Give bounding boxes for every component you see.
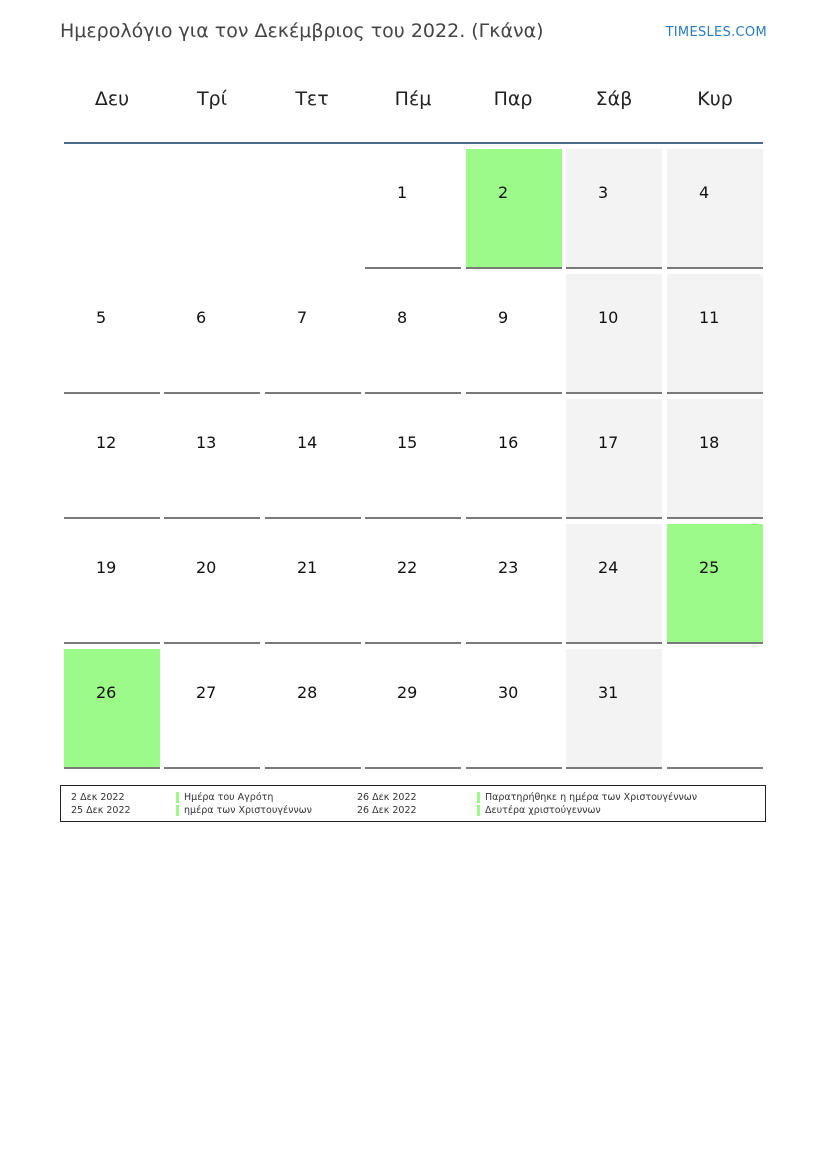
- empty-cell-wed: [265, 149, 361, 269]
- day-number: 12: [96, 433, 117, 452]
- day-cell-10[interactable]: [566, 274, 662, 394]
- day-number: 11: [699, 308, 720, 327]
- page-title: Ημερολόγιο για τον Δεκέμβριος του 2022. (Γκάνα): [60, 20, 544, 42]
- weekday-fri: Παρ: [493, 88, 533, 110]
- day-number: 8: [397, 308, 408, 327]
- legend-color-swatch: [477, 805, 480, 816]
- legend-date: 2 Δεκ 2022: [71, 792, 125, 803]
- day-cell-17[interactable]: [566, 399, 662, 519]
- day-number: 2: [498, 183, 509, 202]
- day-cell-29[interactable]: [365, 649, 461, 769]
- header-divider: [64, 142, 763, 144]
- empty-cell-sun: [667, 649, 763, 769]
- legend-date: 26 Δεκ 2022: [357, 792, 417, 803]
- day-number: 23: [498, 558, 519, 577]
- legend-holiday-name: ημέρα των Χριστουγέννων: [184, 805, 312, 816]
- day-cell-1[interactable]: [365, 149, 461, 269]
- day-cell-2[interactable]: [466, 149, 562, 269]
- day-cell-25[interactable]: [667, 524, 763, 644]
- day-cell-14[interactable]: [265, 399, 361, 519]
- day-number: 22: [397, 558, 418, 577]
- weekday-wed: Τετ: [295, 88, 329, 110]
- day-number: 13: [196, 433, 217, 452]
- day-cell-3[interactable]: [566, 149, 662, 269]
- day-cell-26[interactable]: [64, 649, 160, 769]
- day-cell-31[interactable]: [566, 649, 662, 769]
- day-number: 4: [699, 183, 710, 202]
- day-cell-19[interactable]: [64, 524, 160, 644]
- day-cell-23[interactable]: [466, 524, 562, 644]
- holiday-legend: [60, 785, 766, 822]
- day-number: 15: [397, 433, 418, 452]
- day-cell-7[interactable]: [265, 274, 361, 394]
- empty-cell-tue: [164, 149, 260, 269]
- day-number: 9: [498, 308, 509, 327]
- day-cell-4[interactable]: [667, 149, 763, 269]
- day-cell-8[interactable]: [365, 274, 461, 394]
- day-number: 20: [196, 558, 217, 577]
- brand-logo-text[interactable]: TIMESLES.COM: [665, 25, 767, 40]
- day-cell-21[interactable]: [265, 524, 361, 644]
- weekday-sat: Σάβ: [595, 88, 633, 110]
- day-cell-15[interactable]: [365, 399, 461, 519]
- day-number: 30: [498, 683, 519, 702]
- day-cell-12[interactable]: [64, 399, 160, 519]
- day-number: 16: [498, 433, 519, 452]
- legend-holiday-name: Δευτέρα χριστούγεννων: [485, 805, 601, 816]
- day-cell-6[interactable]: [164, 274, 260, 394]
- legend-color-swatch: [176, 805, 179, 816]
- day-number: 25: [699, 558, 720, 577]
- day-cell-13[interactable]: [164, 399, 260, 519]
- day-number: 1: [397, 183, 408, 202]
- weekday-tue: Τρί: [196, 88, 228, 110]
- day-number: 3: [598, 183, 609, 202]
- legend-color-swatch: [477, 792, 480, 803]
- day-cell-16[interactable]: [466, 399, 562, 519]
- day-cell-5[interactable]: [64, 274, 160, 394]
- day-number: 28: [297, 683, 318, 702]
- day-cell-24[interactable]: [566, 524, 662, 644]
- day-number: 14: [297, 433, 318, 452]
- day-number: 18: [699, 433, 720, 452]
- day-number: 10: [598, 308, 619, 327]
- day-cell-18[interactable]: [667, 399, 763, 519]
- day-number: 27: [196, 683, 217, 702]
- legend-holiday-name: Ημέρα του Αγρότη: [184, 792, 274, 803]
- day-cell-11[interactable]: [667, 274, 763, 394]
- weekday-sun: Κυρ: [697, 88, 733, 110]
- day-number: 31: [598, 683, 619, 702]
- empty-cell-mon: [64, 149, 160, 269]
- weekday-mon: Δευ: [94, 88, 130, 110]
- day-cell-30[interactable]: [466, 649, 562, 769]
- day-number: 19: [96, 558, 117, 577]
- day-cell-28[interactable]: [265, 649, 361, 769]
- legend-color-swatch: [176, 792, 179, 803]
- day-number: 26: [96, 683, 117, 702]
- day-cell-20[interactable]: [164, 524, 260, 644]
- day-cell-27[interactable]: [164, 649, 260, 769]
- legend-date: 26 Δεκ 2022: [357, 805, 417, 816]
- day-number: 21: [297, 558, 318, 577]
- day-cell-9[interactable]: [466, 274, 562, 394]
- day-number: 29: [397, 683, 418, 702]
- day-number: 5: [96, 308, 107, 327]
- day-number: 17: [598, 433, 619, 452]
- day-cell-22[interactable]: [365, 524, 461, 644]
- day-number: 6: [196, 308, 207, 327]
- legend-date: 25 Δεκ 2022: [71, 805, 131, 816]
- weekday-header-row: [62, 88, 765, 122]
- day-number: 7: [297, 308, 308, 327]
- day-number: 24: [598, 558, 619, 577]
- weekday-thu: Πέμ: [394, 88, 432, 110]
- legend-holiday-name: Παρατηρήθηκε η ημέρα των Χριστουγέννων: [485, 792, 698, 803]
